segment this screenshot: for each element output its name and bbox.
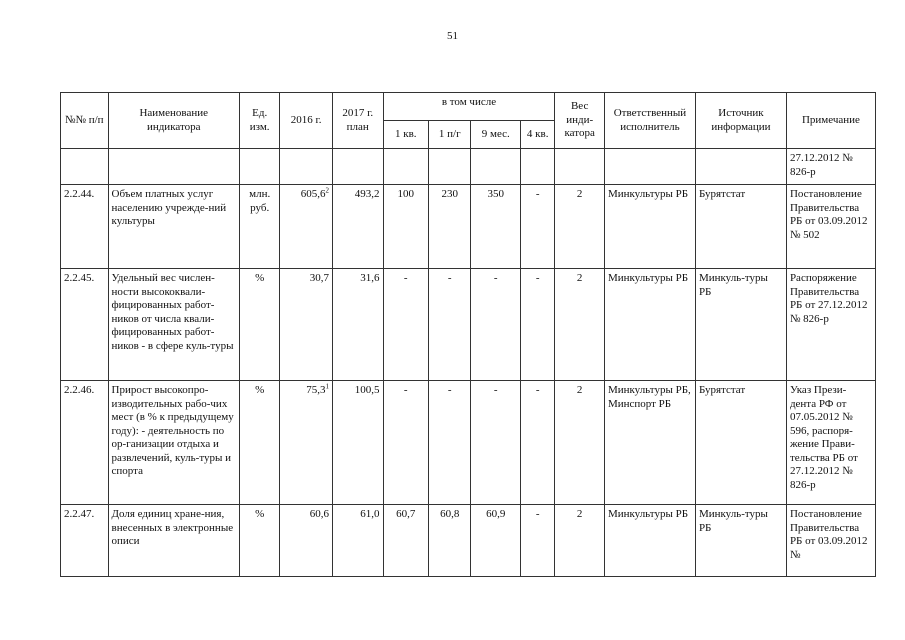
cell-num: 2.2.47. [61, 505, 109, 577]
table-row [61, 381, 876, 505]
cell-m9: 350 [471, 185, 521, 269]
cell-responsible [604, 149, 695, 185]
cell-h1 [429, 149, 471, 185]
cell-h1: 60,8 [429, 505, 471, 577]
cell-value: 75,3 [306, 384, 326, 396]
cell-y2017: 493,2 [332, 185, 383, 269]
cell-h1: 230 [429, 185, 471, 269]
cell-q1 [383, 149, 429, 185]
cell-m9: 60,9 [471, 505, 521, 577]
cell-y2017: 61,0 [332, 505, 383, 577]
cell-y2016 [280, 149, 333, 185]
cell-m9: - [471, 269, 521, 381]
cell-weight: 2 [555, 505, 605, 577]
footnote-marker: 2 [325, 186, 329, 195]
cell-value: 605,6 [300, 188, 326, 200]
cell-h1: - [429, 381, 471, 505]
header-note: Примечание [786, 93, 875, 149]
cell-unit: % [239, 269, 279, 381]
cell-source: Бурятстат [695, 185, 786, 269]
header-name: Наименование индикатора [108, 93, 239, 149]
cell-source: Минкуль-туры РБ [695, 505, 786, 577]
header-2017: 2017 г. план [332, 93, 383, 149]
cell-y2017: 100,5 [332, 381, 383, 505]
cell-note: 27.12.2012 № 826-р [786, 149, 875, 185]
header-h1: 1 п/г [429, 121, 471, 149]
table-row [61, 185, 876, 269]
cell-y2016 [280, 185, 333, 269]
cell-name: Объем платных услуг населению учрежде-ний культуры [108, 185, 239, 269]
cell-q1: 60,7 [383, 505, 429, 577]
cell-h1: - [429, 269, 471, 381]
header-weight: Вес инди-катора [555, 93, 605, 149]
indicator-table [60, 92, 876, 577]
cell-q1: - [383, 381, 429, 505]
cell-weight [555, 149, 605, 185]
cell-responsible: Минкультуры РБ [604, 269, 695, 381]
cell-y2017 [332, 149, 383, 185]
cell-name: Доля единиц хране-ния, внесенных в электронные описи [108, 505, 239, 577]
cell-unit [239, 149, 279, 185]
cell-name: Удельный вес числен-ности высококвали-фицированных работ-ников от числа квали-фицированных работ-ников - в сфере куль-туры [108, 269, 239, 381]
header-q4: 4 кв. [521, 121, 555, 149]
header-source: Источник информации [695, 93, 786, 149]
cell-name [108, 149, 239, 185]
cell-source [695, 149, 786, 185]
cell-q4: - [521, 381, 555, 505]
cell-source: Минкуль-туры РБ [695, 269, 786, 381]
cell-y2016 [280, 269, 333, 381]
cell-weight: 2 [555, 269, 605, 381]
cell-unit: % [239, 505, 279, 577]
header-responsible: Ответственный исполнитель [604, 93, 695, 149]
cell-q4: - [521, 185, 555, 269]
header-unit: Ед. изм. [239, 93, 279, 149]
cell-value: 60,6 [309, 508, 329, 520]
cell-num: 2.2.46. [61, 381, 109, 505]
cell-num: 2.2.44. [61, 185, 109, 269]
cell-responsible: Минкультуры РБ [604, 505, 695, 577]
cell-q4: - [521, 269, 555, 381]
cell-note: Постановление Правительства РБ от 03.09.2012 № [786, 505, 875, 577]
cell-q4: - [521, 505, 555, 577]
cell-q1: 100 [383, 185, 429, 269]
cell-num [61, 149, 109, 185]
cell-responsible: Минкультуры РБ, Минспорт РБ [604, 381, 695, 505]
cell-num: 2.2.45. [61, 269, 109, 381]
header-num: №№ п/п [61, 93, 109, 149]
cell-q4 [521, 149, 555, 185]
cell-note: Указ Прези-дента РФ от 07.05.2012 № 596, распоря-жение Прави-тельства РБ от 27.12.2012 № 826-р [786, 381, 875, 505]
cell-y2016 [280, 381, 333, 505]
page-number: 51 [447, 30, 458, 42]
cell-name: Прирост высокопро-изводительных рабо-чих мест (в % к предыдущему году): - деятельность по ор-ганизации отдыха и развлечений, куль-туры и спорта [108, 381, 239, 505]
cell-m9 [471, 149, 521, 185]
cell-q1: - [383, 269, 429, 381]
cell-unit: млн. руб. [239, 185, 279, 269]
cell-unit: % [239, 381, 279, 505]
cell-source: Бурятстат [695, 381, 786, 505]
header-q1: 1 кв. [383, 121, 429, 149]
cell-weight: 2 [555, 381, 605, 505]
cell-value: 30,7 [309, 272, 329, 284]
table-row [61, 505, 876, 577]
footnote-marker: 1 [325, 382, 329, 391]
cell-note: Постановление Правительства РБ от 03.09.2012 № 502 [786, 185, 875, 269]
cell-m9: - [471, 381, 521, 505]
cell-note: Распоряжение Правительства РБ от 27.12.2012 № 826-р [786, 269, 875, 381]
cell-y2016 [280, 505, 333, 577]
header-9m: 9 мес. [471, 121, 521, 149]
cell-weight: 2 [555, 185, 605, 269]
header-including: в том числе [383, 93, 555, 121]
header-2016: 2016 г. [280, 93, 333, 149]
table-row [61, 269, 876, 381]
cell-responsible: Минкультуры РБ [604, 185, 695, 269]
table-row [61, 149, 876, 185]
cell-y2017: 31,6 [332, 269, 383, 381]
